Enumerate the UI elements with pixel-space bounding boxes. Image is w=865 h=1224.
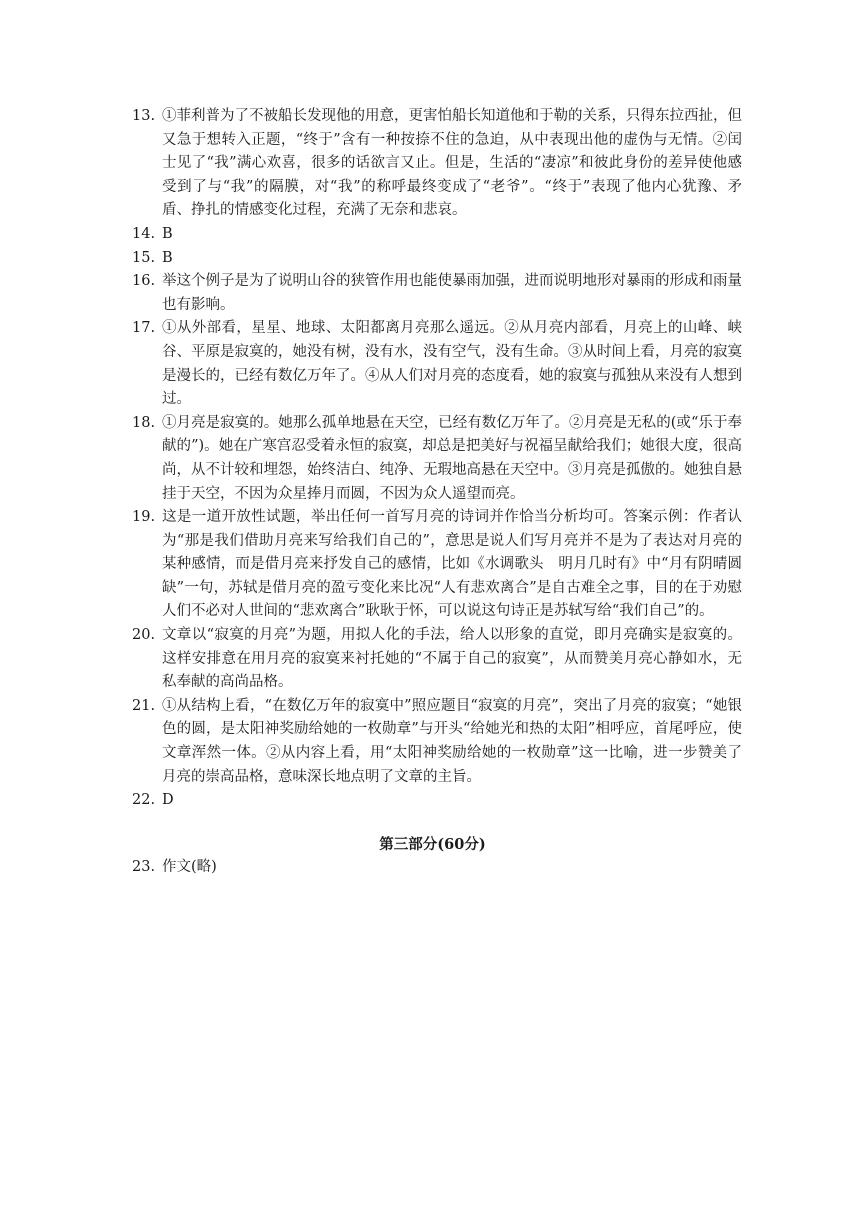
answer-item-18 — [132, 412, 742, 506]
answer-number: 16. — [132, 273, 156, 290]
answer-text: ①从外部看，星星、地球、太阳都离月亮那么遥远。②从月亮内部看，月亮上的山峰、峡谷、平原是寂寞的，她没有树，没有水，没有空气，没有生命。③从时间上看，月亮的寂寞是漫长的，已经有数亿万年了。④从人们对月亮的态度看，她的寂寞与孤独从来没有人想到过。 — [162, 320, 742, 408]
answer-number: 22. — [132, 792, 156, 809]
answer-item-23 — [132, 856, 742, 880]
section-title: 第三部分(60分) — [379, 836, 486, 853]
answer-item-21 — [132, 695, 742, 789]
answer-number: 20. — [132, 627, 156, 644]
answer-item-16 — [132, 270, 742, 317]
answer-text: ①月亮是寂寞的。她那么孤单地悬在天空，已经有数亿万年了。②月亮是无私的(或“乐于奉献的”)。她在广寒宫忍受着永恒的寂寞，却总是把美好与祝福呈献给我们；她很大度，很高尚，从不计较和埋怨，始终洁白、纯净、无瑕地高悬在天空中。③月亮是孤傲的。她独自悬挂于天空，不因为众星捧月而圆，不因为众人遥望而亮。 — [162, 414, 742, 502]
answer-text: 文章以“寂寞的月亮”为题，用拟人化的手法，给人以形象的直觉，即月亮确实是寂寞的。这样安排意在用月亮的寂寞来衬托她的“不属于自己的寂寞”，从而赞美月亮心静如水，无私奉献的高尚品格。 — [162, 627, 742, 691]
answer-text: 作文(略) — [162, 859, 217, 875]
answer-number: 13. — [132, 108, 156, 124]
answer-item-13 — [132, 105, 742, 223]
answer-text: 这是一道开放性试题，举出任何一首写月亮的诗词并作恰当分析均可。答案示例：作者认为“那是我们借助月亮来写给我们自己的”，意思是说人们写月亮并不是为了表达对月亮的某种感情，而是借月亮来抒发自己的感情，比如《水调歌头 明月几时有》中“月有阴晴圆缺”一句，苏轼是借月亮的盈亏变化来比况“人有悲欢离合”是自古难全之事，目的在于劝慰人们不必对人世间的“悲欢离合”耿耿于怀，可以说这句诗正是苏轼写给“我们自己”的。 — [162, 509, 742, 620]
answer-text: 举这个例子是为了说明山谷的狭管作用也能使暴雨加强，进而说明地形对暴雨的形成和雨量也有影响。 — [162, 273, 742, 313]
answer-number: 15. — [132, 249, 156, 266]
answer-item-15 — [132, 247, 742, 271]
answer-number: 17. — [132, 320, 156, 337]
answer-text: B — [162, 225, 173, 242]
final-answer-list — [132, 856, 742, 880]
answer-list — [132, 105, 742, 813]
answer-number: 19. — [132, 509, 156, 526]
answer-item-22 — [132, 789, 742, 813]
answer-item-20 — [132, 624, 742, 695]
answer-item-14 — [132, 223, 742, 247]
answer-item-17 — [132, 317, 742, 411]
answer-number: 21. — [132, 697, 156, 714]
answer-number: 18. — [132, 414, 156, 431]
answer-text: D — [162, 792, 174, 809]
answer-text: ①从结构上看，“在数亿万年的寂寞中”照应题目“寂寞的月亮”，突出了月亮的寂寞；“她银色的圆，是太阳神奖励给她的一枚勋章”与开头“给她光和热的太阳”相呼应，首尾呼应，使文章浑然一体。②从内容上看，用“太阳神奖励给她的一枚勋章”这一比喻，进一步赞美了月亮的崇高品格，意味深长地点明了文章的主旨。 — [162, 697, 742, 785]
answer-item-19 — [132, 506, 742, 624]
answer-text: ①菲利普为了不被船长发现他的用意，更害怕船长知道他和于勒的关系，只得东拉西扯，但又急于想转入正题，“终于”含有一种按捺不住的急迫，从中表现出他的虚伪与无情。②闰士见了“我”满心欢喜，很多的话欲言又止。但是，生活的“凄凉”和彼此身份的差异使他感受到了与“我”的隔膜，对“我”的称呼最终变成了“老爷”。“终于”表现了他内心犹豫、矛盾、挣扎的情感变化过程，充满了无奈和悲哀。 — [162, 108, 742, 219]
answer-text: B — [162, 249, 173, 266]
answer-number: 14. — [132, 225, 156, 242]
answer-number: 23. — [132, 859, 156, 875]
